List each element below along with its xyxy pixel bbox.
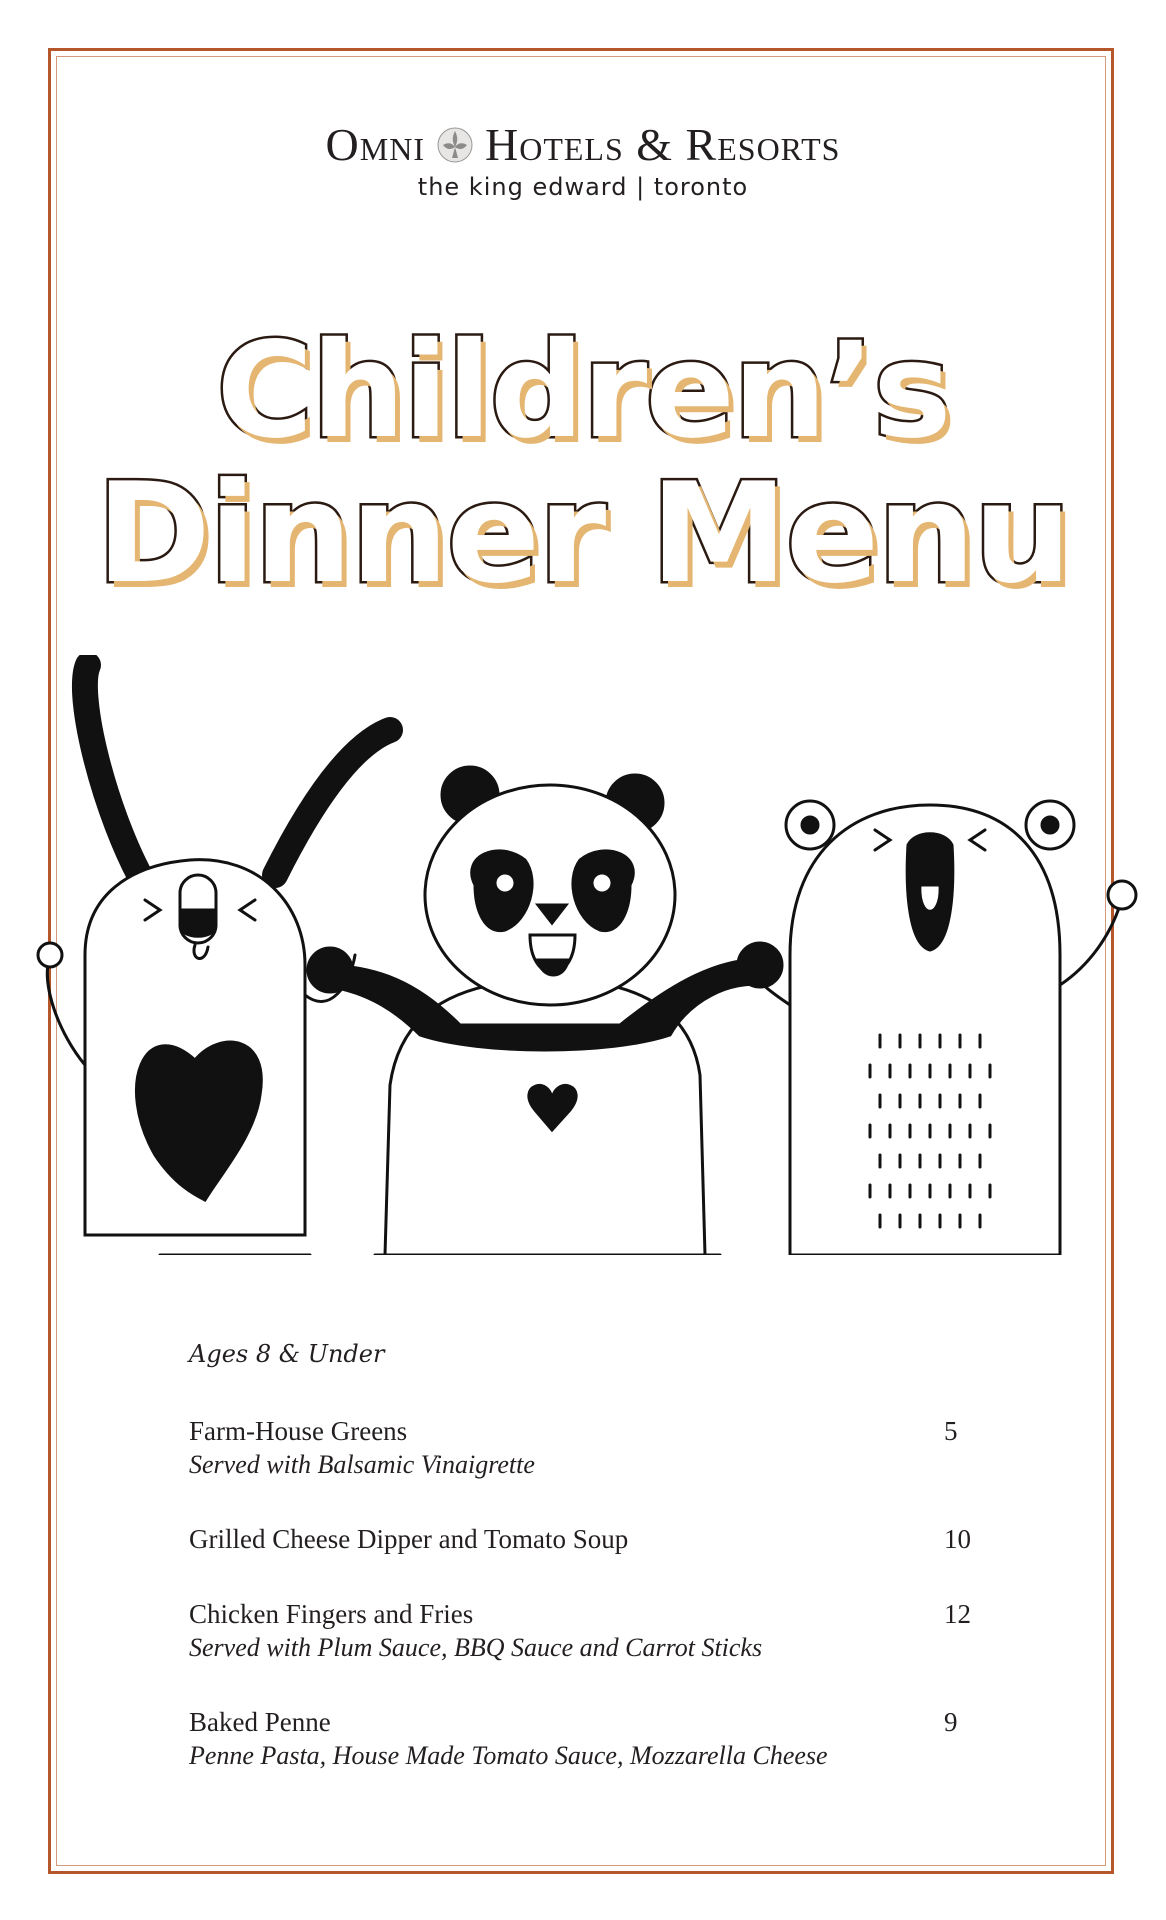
menu-item-price: 9 <box>944 1707 958 1737</box>
menu-item-description: Served with Balsamic Vinaigrette <box>189 1450 535 1479</box>
menu-item <box>189 1707 989 1771</box>
menu-item-description: Served with Plum Sauce, BBQ Sauce and Carrot Sticks <box>189 1633 763 1662</box>
menu-item-name: Baked Penne <box>189 1707 331 1737</box>
menu-list <box>189 1340 989 1815</box>
hotel-subtitle: the king edward | toronto <box>417 173 749 201</box>
animals-illustration <box>30 655 1150 1255</box>
menu-item-price: 12 <box>944 1599 971 1629</box>
hotel-logo <box>0 118 1166 201</box>
bear-icon <box>745 801 1136 1255</box>
menu-title-line-1: Children’s <box>216 314 950 468</box>
brand-name-left: Omni <box>325 119 425 170</box>
panda-icon <box>308 767 782 1255</box>
menu-item-name: Farm-House Greens <box>189 1416 408 1446</box>
menu-item <box>189 1599 989 1663</box>
age-note: Ages 8 & Under <box>189 1340 385 1368</box>
menu-title-line-2: Dinner Menu <box>96 453 1070 614</box>
menu-item <box>189 1524 989 1555</box>
menu-item-name: Chicken Fingers and Fries <box>189 1599 474 1629</box>
fleur-emblem-icon <box>435 125 475 165</box>
menu-item-name: Grilled Cheese Dipper and Tomato Soup <box>189 1524 629 1554</box>
menu-item <box>189 1416 989 1480</box>
menu-item-price: 5 <box>944 1416 958 1446</box>
menu-item-description: Penne Pasta, House Made Tomato Sauce, Mozzarella Cheese <box>189 1741 828 1770</box>
menu-item-price: 10 <box>944 1524 971 1554</box>
brand-name-right: Hotels & Resorts <box>485 119 841 170</box>
